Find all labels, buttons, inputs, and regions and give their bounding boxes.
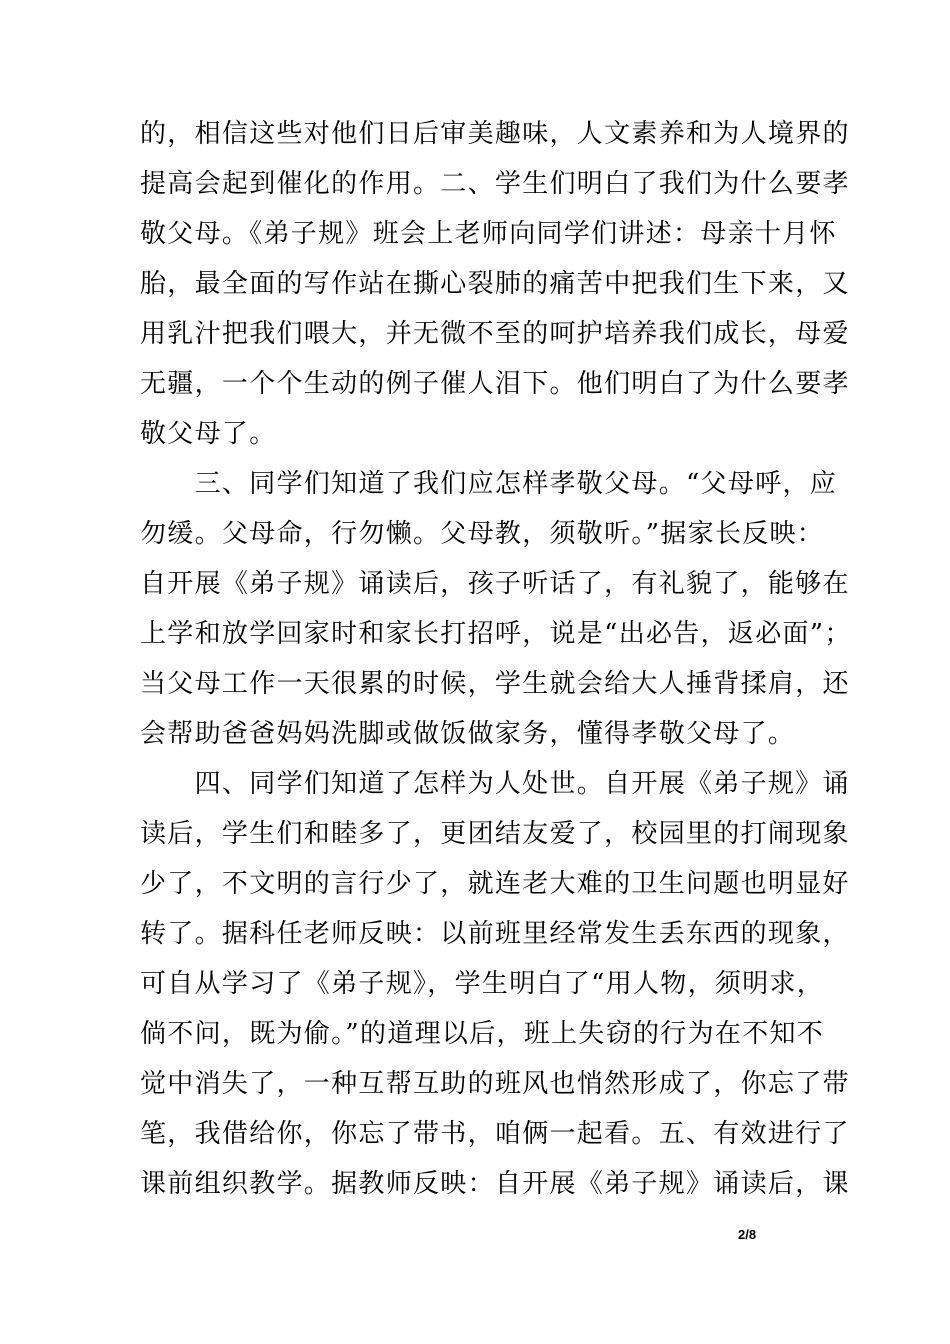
text-line: 的，相信这些对他们日后审美趣味，人文素养和为人境界的: [140, 119, 850, 149]
text-line: 无疆，一个个生动的例子催人泪下。他们明白了为什么要孝: [140, 369, 850, 399]
text-line: 转了。据科任老师反映：以前班里经常发生丢东西的现象，: [140, 919, 850, 949]
text-line: 课前组织教学。据教师反映：自开展《弟子规》诵读后，课: [140, 1169, 850, 1199]
text-line: 自开展《弟子规》诵读后，孩子听话了，有礼貌了，能够在: [140, 569, 850, 599]
text-line: 倘不问，既为偷。”的道理以后，班上失窃的行为在不知不: [140, 1019, 825, 1049]
page-number: 2/8: [738, 1227, 757, 1242]
text-line: 敬父母了。: [140, 419, 277, 449]
text-line: 当父母工作一天很累的时候，学生就会给大人捶背揉肩，还: [140, 669, 850, 699]
text-line: 四、同学们知道了怎样为人处世。自开展《弟子规》诵: [140, 769, 850, 799]
text-line: 上学和放学回家时和家长打招呼，说是“出必告，返必面”；: [140, 619, 852, 649]
text-line: 会帮助爸爸妈妈洗脚或做饭做家务，懂得孝敬父母了。: [140, 719, 796, 749]
text-line: 勿缓。父母命，行勿懒。父母教，须敬听。”据家长反映：: [140, 519, 825, 549]
text-line: 胎，最全面的写作站在撕心裂肺的痛苦中把我们生下来，又: [140, 269, 850, 299]
text-line: 提高会起到催化的作用。二、学生们明白了我们为什么要孝: [140, 169, 850, 199]
text-line: 少了，不文明的言行少了，就连老大难的卫生问题也明显好: [140, 869, 850, 899]
text-line: 敬父母。《弟子规》班会上老师向同学们讲述：母亲十月怀: [140, 219, 837, 249]
text-line: 读后，学生们和睦多了，更团结友爱了，校园里的打闹现象: [140, 819, 850, 849]
text-line: 用乳汁把我们喂大，并无微不至的呵护培养我们成长，母爱: [140, 319, 850, 349]
text-line: 笔，我借给你，你忘了带书，咱俩一起看。五、有效进行了: [140, 1119, 850, 1149]
text-line: 三、同学们知道了我们应怎样孝敬父母。“父母呼，应: [140, 469, 838, 499]
text-line: 觉中消失了，一种互帮互助的班风也悄然形成了，你忘了带: [140, 1069, 850, 1099]
text-line: 可自从学习了《弟子规》，学生明白了“用人物，须明求，: [140, 969, 825, 999]
